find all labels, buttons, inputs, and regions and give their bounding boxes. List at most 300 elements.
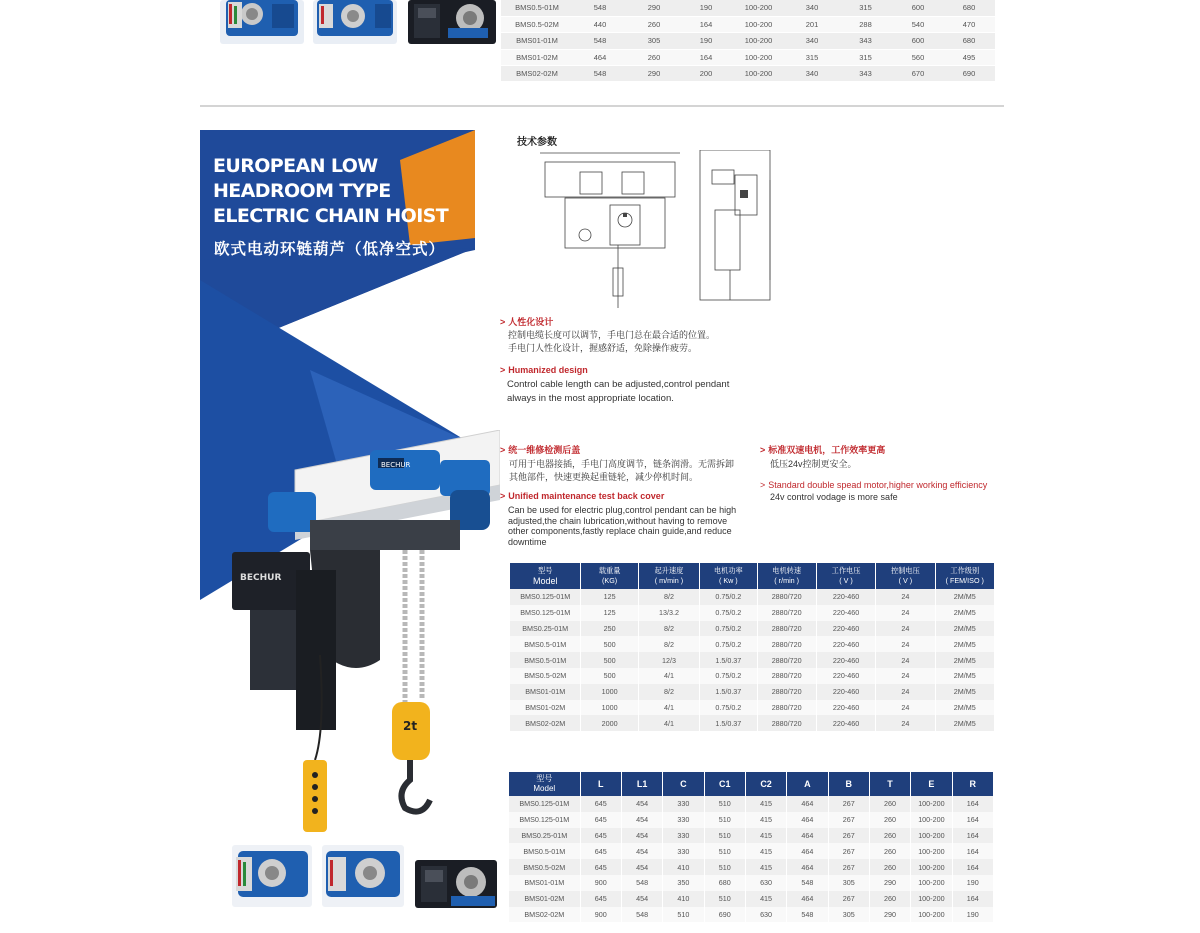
top-thumbnail-2 [313,0,397,44]
table-cell: 164 [681,49,731,65]
motor-cn-heading [760,443,885,456]
table-cell: 454 [622,796,662,812]
table-cell: 305 [627,33,681,49]
table-cell: 220-460 [817,589,875,605]
table-cell: BMS0.5-01M [510,652,580,668]
table-header [581,563,637,589]
table-cell: 315 [838,0,893,16]
table-cell: 2M/M5 [936,700,994,716]
table-row [509,891,993,907]
table-cell: 454 [622,859,662,875]
table-cell: 340 [786,0,838,16]
table-cell: 164 [953,828,993,844]
table-cell: 645 [581,828,621,844]
table-cell: 510 [705,843,745,859]
table-cell: 2M/M5 [936,636,994,652]
table-cell: 2880/720 [758,589,816,605]
motor-cn-heading-text: 标准双速电机，工作效率更高 [768,445,886,455]
table-cell: 415 [746,828,786,844]
table-cell: 100-200 [911,796,951,812]
table-cell: 900 [581,907,621,923]
table-header: E [911,772,951,796]
table-cell: 190 [681,33,731,49]
table-cell: BMS01-01M [509,875,580,891]
table-cell: 495 [943,49,995,65]
table-cell: 500 [581,652,637,668]
performance-spec-table [509,563,995,731]
table-cell: 290 [627,0,681,16]
table-cell: 305 [829,875,869,891]
table-cell: 100-200 [911,875,951,891]
table-cell: 164 [681,16,731,32]
table-row [509,875,993,891]
table-cell: 100-200 [911,812,951,828]
table-cell: 645 [581,796,621,812]
table-cell: 540 [893,16,943,32]
table-cell: 464 [573,49,627,65]
bottom-thumbnail-1 [232,845,312,907]
table-cell: BMS0.25-01M [509,828,580,844]
unified-en-line1: Can be used for electric plug,control pendant can be high [508,505,737,515]
table-cell: 0.75/0.2 [700,621,756,637]
table-row [510,652,994,668]
table-cell: 190 [953,907,993,923]
table-cell: 260 [870,796,910,812]
table-cell: BMS01-02M [510,700,580,716]
table-cell: 600 [893,0,943,16]
table-cell: BMS01-01M [501,33,573,49]
table-cell: 8/2 [639,621,699,637]
table-cell: 464 [787,828,827,844]
table-cell: 548 [787,875,827,891]
table-cell: 415 [746,796,786,812]
bullet-arrow-icon: > [500,491,506,501]
table-cell: 164 [953,859,993,875]
table-cell: 464 [787,859,827,875]
table-cell: 8/2 [639,636,699,652]
table-cell: 630 [746,907,786,923]
bullet-arrow-icon: > [500,365,506,375]
table-cell: 267 [829,843,869,859]
hoist-product-image [200,430,500,850]
unified-en-line4: downtime [508,536,547,547]
header-cn: 起升速度 [654,566,684,575]
table-header [876,563,934,589]
table-cell: 2000 [581,715,637,731]
table-row [510,636,994,652]
table-cell: 464 [787,812,827,828]
table-row [501,16,995,32]
unified-cn-line2: 其他部件，快速更换起重链轮，减少停机时间。 [509,471,699,482]
table-cell: 267 [829,828,869,844]
table-header: L [581,772,621,796]
table-cell: 2M/M5 [936,589,994,605]
table-cell: 164 [953,812,993,828]
header-en: (KG) [602,576,618,585]
humanized-en-heading [500,365,588,375]
table-cell: 415 [746,859,786,875]
table-row [510,605,994,621]
table-cell: 510 [705,812,745,828]
table-cell: 680 [705,875,745,891]
table-cell: 2M/M5 [936,605,994,621]
table-cell: 645 [581,891,621,907]
table-cell: 24 [876,700,934,716]
motor-cn-text [770,458,857,471]
table-cell: 464 [787,891,827,907]
unified-cn-heading-text: 统一维修检测后盖 [508,445,581,455]
table-cell: 548 [787,907,827,923]
table-cell: 330 [663,796,703,812]
table-cell: 350 [663,875,703,891]
table-cell: 24 [876,652,934,668]
banner-title-line1: EUROPEAN LOW [213,155,378,177]
table-cell: 100-200 [731,66,786,82]
table-cell: 260 [870,843,910,859]
top-thumbnail-1 [220,0,304,44]
humanized-en-text [507,378,729,406]
table-cell: 470 [943,16,995,32]
header-en: ( m/min ) [654,576,684,585]
table-cell: BMS0.125-01M [509,812,580,828]
svg-text:BECHUR: BECHUR [381,461,411,469]
table-row [510,589,994,605]
table-cell: 267 [829,891,869,907]
table-cell: BMS0.125-01M [510,605,580,621]
table-cell: 2880/720 [758,652,816,668]
table-cell: 125 [581,589,637,605]
table-cell: 100-200 [911,843,951,859]
table-cell: 260 [627,16,681,32]
header-en: ( FEM/ISO ) [945,576,984,585]
table-cell: 2M/M5 [936,621,994,637]
table-cell: 510 [705,828,745,844]
table-row [510,715,994,731]
table-cell: 454 [622,843,662,859]
humanized-cn-heading [500,315,553,328]
humanized-en-heading-text: Humanized design [508,365,588,375]
table-header: C1 [705,772,745,796]
section-divider [200,105,1004,107]
table-cell: 250 [581,621,637,637]
table-row [501,49,995,65]
banner-title-cn: 欧式电动环链葫芦（低净空式） [214,241,446,258]
table-cell: 100-200 [911,859,951,875]
table-cell: 220-460 [817,621,875,637]
table-cell: BMS0.5-02M [510,668,580,684]
table-cell: 305 [829,907,869,923]
table-row [510,668,994,684]
table-cell: 0.75/0.2 [700,636,756,652]
table-row [509,812,993,828]
table-cell: 260 [870,812,910,828]
table-row [501,33,995,49]
table-cell: 260 [627,49,681,65]
table-row [501,0,995,16]
table-cell: 410 [663,891,703,907]
table-cell: 0.75/0.2 [700,605,756,621]
table-cell: 1000 [581,700,637,716]
table-cell: 100-200 [911,828,951,844]
table-cell: 24 [876,715,934,731]
table-cell: 290 [870,875,910,891]
table-cell: 645 [581,859,621,875]
table-cell: 0.75/0.2 [700,589,756,605]
table-cell: 548 [573,33,627,49]
header-cn: 型号 [538,566,553,575]
table-header: A [787,772,827,796]
table-cell: 260 [870,891,910,907]
motor-en-heading-text: Standard double spead motor,higher working efficiency [768,480,988,490]
header-cn: 型号 [536,774,553,783]
table-cell: BMS0.5-01M [510,636,580,652]
banner-title-line3: ELECTRIC CHAIN HOIST [213,205,449,227]
table-row [510,700,994,716]
table-cell: 164 [953,843,993,859]
table-cell: 510 [705,891,745,907]
table-cell: 1.5/0.37 [700,715,756,731]
table-cell: 267 [829,859,869,875]
table-cell: 125 [581,605,637,621]
table-cell: 4/1 [639,700,699,716]
table-cell: 464 [787,843,827,859]
table-cell: 343 [838,66,893,82]
motor-en-heading [760,480,987,490]
table-cell: 24 [876,605,934,621]
table-cell: 24 [876,589,934,605]
table-cell: 100-200 [911,907,951,923]
table-cell: 510 [663,907,703,923]
table-header: R [953,772,993,796]
table-header [817,563,875,589]
table-header [758,563,816,589]
table-cell: 2880/720 [758,605,816,621]
table-row [509,828,993,844]
unified-en-text [508,505,736,547]
table-cell: 220-460 [817,715,875,731]
table-row [510,684,994,700]
table-cell: 100-200 [731,49,786,65]
table-row [509,907,993,923]
table-cell: 343 [838,33,893,49]
table-cell: 415 [746,812,786,828]
table-row [509,843,993,859]
humanized-en-line1: Control cable length can be adjusted,control pendant [507,379,730,390]
table-cell: 415 [746,843,786,859]
table-cell: 340 [786,33,838,49]
table-header: T [870,772,910,796]
table-row [509,859,993,875]
table-cell: BMS0.125-01M [510,589,580,605]
table-cell: BMS0.125-01M [509,796,580,812]
unified-cn-heading [500,443,580,456]
table-cell: 267 [829,796,869,812]
unified-en-heading-text: Unified maintenance test back cover [508,491,665,501]
technical-drawing [540,150,780,310]
table-cell: 190 [953,875,993,891]
table-cell: BMS01-02M [509,891,580,907]
svg-text:BECHUR: BECHUR [240,573,282,583]
header-en: ( V ) [839,576,853,585]
table-cell: 2M/M5 [936,668,994,684]
bullet-arrow-icon: > [500,445,506,455]
table-cell: BMS02-02M [501,66,573,82]
unified-en-heading [500,491,664,501]
table-cell: 415 [746,891,786,907]
table-cell: 13/3.2 [639,605,699,621]
table-cell: 2880/720 [758,700,816,716]
table-cell: 645 [581,843,621,859]
table-cell: 330 [663,828,703,844]
table-cell: 201 [786,16,838,32]
table-header: C [663,772,703,796]
table-cell: BMS0.5-01M [509,843,580,859]
table-cell: 548 [622,907,662,923]
unified-en-line3: other components,fastly replace chain guide,and reduce [508,526,732,536]
table-cell: 8/2 [639,589,699,605]
product-banner [200,130,500,933]
humanized-cn-heading-text: 人性化设计 [508,317,554,327]
table-cell: 260 [870,828,910,844]
header-en: ( r/min ) [774,576,800,585]
table-cell: 267 [829,812,869,828]
hook-capacity-label: 2t [403,719,418,733]
table-cell: 690 [943,66,995,82]
table-cell: 24 [876,684,934,700]
top-thumbnail-3 [408,0,496,44]
table-cell: 548 [622,875,662,891]
table-cell: 560 [893,49,943,65]
header-cn: 电机转速 [772,566,802,575]
table-cell: 290 [627,66,681,82]
table-cell: 8/2 [639,684,699,700]
humanized-cn-line1: 控制电缆长度可以调节，手电门总在最合适的位置。 [508,330,716,340]
table-cell: 510 [705,859,745,875]
header-en: ( Kw ) [718,576,738,585]
unified-en-line2: adjusted,the chain lubrication,without having to remove [508,515,728,526]
table-cell: 0.75/0.2 [700,700,756,716]
table-cell: 220-460 [817,636,875,652]
table-row [509,796,993,812]
table-cell: 0.75/0.2 [700,668,756,684]
table-cell: BMS0.5-02M [509,859,580,875]
table-header [510,563,580,589]
table-cell: 2880/720 [758,684,816,700]
table-header: C2 [746,772,786,796]
unified-cn-line1: 可用于电器接插，手电门高度调节，链条润滑。无需拆卸 [509,459,735,469]
table-cell: 500 [581,636,637,652]
table-cell: 12/3 [639,652,699,668]
table-cell: 2880/720 [758,668,816,684]
table-cell: 4/1 [639,715,699,731]
table-cell: 330 [663,812,703,828]
table-cell: 2M/M5 [936,652,994,668]
table-cell: 100-200 [911,891,951,907]
table-cell: 690 [705,907,745,923]
table-cell: BMS0.5-01M [501,0,573,16]
bottom-thumbnail-3 [415,860,497,908]
table-cell: 190 [681,0,731,16]
humanized-en-line2: always in the most appropriate location. [507,393,674,404]
table-cell: 2M/M5 [936,715,994,731]
table-cell: 454 [622,891,662,907]
table-cell: BMS02-02M [509,907,580,923]
bullet-arrow-icon: > [760,445,766,455]
tech-params-label: 技术参数 [517,137,557,148]
table-cell: BMS0.25-01M [510,621,580,637]
table-header-model [509,772,580,796]
header-cn: 载重量 [598,566,621,575]
table-cell: 290 [870,907,910,923]
table-header: B [829,772,869,796]
table-cell: BMS01-01M [510,684,580,700]
table-cell: 454 [622,812,662,828]
motor-en-text [770,491,898,504]
table-row [501,66,995,82]
table-cell: 1000 [581,684,637,700]
table-cell: 24 [876,668,934,684]
table-cell: BMS0.5-02M [501,16,573,32]
table-cell: BMS02-02M [510,715,580,731]
table-cell: 4/1 [639,668,699,684]
unified-cn-text [509,458,734,483]
table-cell: 1.5/0.37 [700,652,756,668]
table-cell: 440 [573,16,627,32]
table-cell: 100-200 [731,33,786,49]
table-cell: 24 [876,621,934,637]
table-cell: 510 [705,796,745,812]
table-cell: 164 [953,891,993,907]
table-cell: 220-460 [817,700,875,716]
table-cell: BMS01-02M [501,49,573,65]
table-cell: 315 [786,49,838,65]
banner-title [213,154,448,229]
header-cn: 工作级别 [950,566,980,575]
table-cell: 100-200 [731,0,786,16]
table-header [700,563,756,589]
bullet-arrow-icon: > [500,317,506,327]
table-cell: 670 [893,66,943,82]
table-cell: 548 [573,0,627,16]
table-cell: 340 [786,66,838,82]
table-cell: 2M/M5 [936,684,994,700]
table-cell: 100-200 [731,16,786,32]
table-cell: 164 [953,796,993,812]
table-cell: 410 [663,859,703,875]
table-cell: 680 [943,33,995,49]
table-cell: 220-460 [817,605,875,621]
table-cell: 645 [581,812,621,828]
banner-title-line2: HEADROOM TYPE [213,180,391,202]
header-cn: 电机功率 [713,566,743,575]
header-cn: 工作电压 [831,566,861,575]
table-cell: 1.5/0.37 [700,684,756,700]
motor-en-line1: 24v control vodage is more safe [770,492,898,502]
table-cell: 288 [838,16,893,32]
table-cell: 2880/720 [758,636,816,652]
humanized-cn-text [508,329,715,354]
header-en: Model [533,784,556,793]
table-header: L1 [622,772,662,796]
table-cell: 220-460 [817,684,875,700]
table-cell: 2880/720 [758,715,816,731]
table-cell: 200 [681,66,731,82]
header-en: ( V ) [898,576,913,585]
table-cell: 630 [746,875,786,891]
table-header [936,563,994,589]
table-cell: 500 [581,668,637,684]
table-cell: 680 [943,0,995,16]
